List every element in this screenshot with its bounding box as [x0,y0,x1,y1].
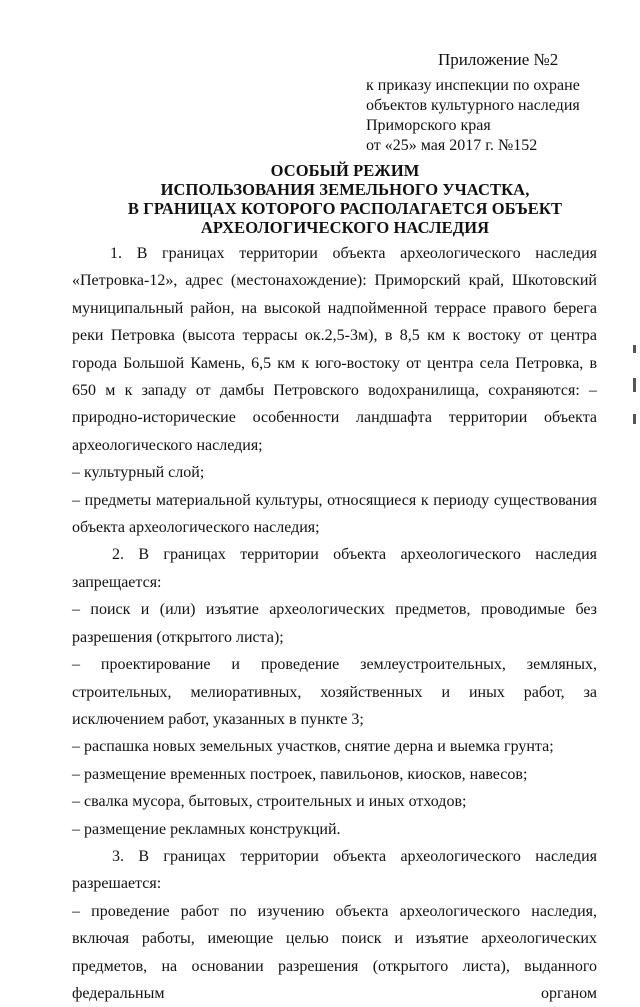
list-item: – предметы материальной культуры, относящиеся к периоду существования объекта археологического наследия; [72,491,597,537]
list-item: – размещение временных построек, павильонов, киосков, навесов; [72,765,528,783]
paragraph-2: 2. В границах территории объекта археологического наследия запрещается: [72,546,597,591]
paragraph-1: 1. В границах территории объекта археологического наследия «Петровка-12», адрес (местонахождение): Приморский край, Шкотовский муниципальный район, на высокой надпойменной террасе правого берега реки Петровка (высота террасы ок.2,5-3м), в 8,5 км к востоку от центра города Большой Камень, 6,5 км к юго-востоку от центра села Петровка, в 650 м к западу от дамбы Петровского водохранилища, сохраняются: – природно-исторические особенности ландшафта территории объекта археологического наследия; [72,245,597,454]
list-item: – свалка мусора, бытовых, строительных и иных отходов; [72,793,467,811]
scan-margin-mark [633,345,636,353]
appendix-header [366,50,626,156]
appendix-line: от «25» мая 2017 г. №152 [366,137,538,154]
title-line: ИСПОЛЬЗОВАНИЯ ЗЕМЕЛЬНОГО УЧАСТКА, [160,180,530,199]
appendix-line: объектов культурного наследия [366,97,580,114]
document-body [72,240,597,1007]
scan-margin-mark [633,378,636,392]
appendix-number: Приложение №2 [438,50,559,69]
title-line: АРХЕОЛОГИЧЕСКОГО НАСЛЕДИЯ [200,218,490,237]
title-line: В ГРАНИЦАХ КОТОРОГО РАСПОЛАГАЕТСЯ ОБЪЕКТ [127,199,563,218]
list-item: – распашка новых земельных участков, снятие дерна и выемка грунта; [72,738,554,756]
title-line: ОСОБЫЙ РЕЖИМ [270,161,420,180]
list-item: – размещение рекламных конструкций. [72,820,341,838]
list-item: – проведение работ по изучению объекта археологического наследия, включая работы, имеющие целью поиск и изъятие археологических предметов, на основании разрешения (открытого листа), выданного федеральным органом [72,902,597,1002]
appendix-line: Приморского края [366,117,491,134]
list-item: – поиск и (или) изъятие археологических предметов, проводимые без разрешения (открытого листа); [72,601,597,646]
list-item: – культурный слой; [72,464,205,482]
appendix-line: к приказу инспекции по охране [366,77,580,94]
document-title [60,161,630,237]
list-item: – проектирование и проведение землеустроительных, земляных, строительных, мелиоративных, хозяйственных и иных работ, за исключением работ, указанных в пункте 3; [72,656,597,728]
paragraph-3: 3. В границах территории объекта археологического наследия разрешается: [72,847,597,893]
scan-margin-mark [633,414,636,424]
